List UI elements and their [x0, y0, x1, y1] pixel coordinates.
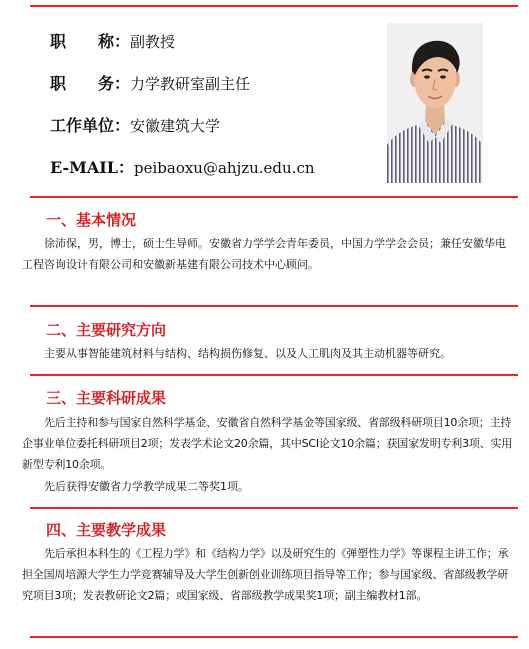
unit-row: [50, 116, 220, 136]
section-4-divider: [30, 507, 518, 509]
position-label: 职 务：: [50, 74, 131, 93]
section-3-divider: [30, 374, 518, 376]
top-divider: [30, 5, 518, 7]
bottom-divider: [30, 636, 518, 638]
title-row: [50, 32, 175, 52]
section-teaching-paragraph: 先后承担本科生的《工程力学》和《结构力学》以及研究生的《弹塑性力学》等课程主讲工作；承担全国周培源大学生力学竞赛辅导及大学生创新创业训练项目指导等工作；参与国家级、省部级教学研究项目3项；发表教研论文2篇；或国家级、省部级教学成果奖1项；副主编教材1部。: [22, 547, 509, 602]
section-title-teaching: 四、主要教学成果: [46, 521, 167, 539]
section-basic-paragraph: 徐沛保，男，博士，硕士生导师。安徽省力学学会青年委员，中国力学学会会员；兼任安徽华电工程咨询设计有限公司和安徽新基建有限公司技术中心顾问。: [22, 237, 506, 271]
email-value[interactable]: peibaoxu@ahjzu.edu.cn: [134, 159, 315, 177]
portrait-photo: [387, 23, 483, 183]
unit-label: 工作单位：: [50, 116, 131, 135]
section-research-paragraph: 主要从事智能建筑材料与结构、结构损伤修复、以及人工肌肉及其主动机器等研究。: [44, 347, 451, 360]
email-row: [50, 158, 315, 178]
unit-value: 安徽建筑大学: [130, 117, 221, 135]
title-label: 职 称：: [50, 32, 131, 51]
title-value: 副教授: [130, 33, 176, 51]
position-row: [50, 74, 250, 94]
section-research-results-paragraph-1: 先后主持和参与国家自然科学基金、安徽省自然科学基金等国家级、省部级科研项目10余项；主持企事业单位委托科研项目2项；发表学术论文20余篇，其中SCI论文10余篇；获国家发明专利3项、实用新型专利10余项。: [22, 416, 513, 471]
position-value: 力学教研室副主任: [130, 75, 251, 93]
section-1-divider: [30, 196, 518, 198]
portrait-icon: [387, 23, 483, 183]
section-research-results-paragraph-2: 先后获得安徽省力学教学成果二等奖1项。: [44, 480, 249, 493]
section-title-research-results: 三、主要科研成果: [46, 389, 167, 407]
section-title-basic: 一、基本情况: [46, 211, 137, 229]
section-title-research: 二、主要研究方向: [46, 321, 167, 339]
email-label: E-MAIL：: [50, 158, 134, 177]
section-2-divider: [30, 305, 518, 307]
